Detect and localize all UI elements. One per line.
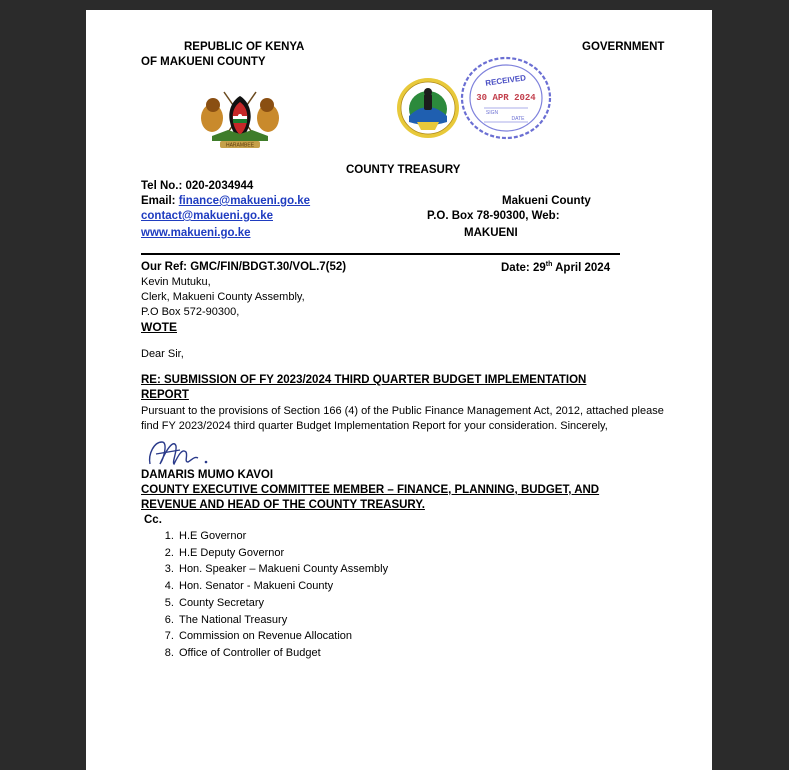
cc-item: 1. H.E Governor [177, 528, 388, 545]
county-name: Makueni County [502, 195, 591, 207]
email-link-contact[interactable]: contact@makueni.go.ke [141, 210, 273, 222]
salutation: Dear Sir, [141, 348, 184, 360]
designation-line-1: COUNTY EXECUTIVE COMMITTEE MEMBER – FINANCE, PLANNING, BUDGET, AND [141, 484, 600, 496]
stamp-sign-label: SIGN [485, 110, 499, 116]
po-box: P.O. Box 78-90300, Web: [427, 210, 560, 222]
website-link[interactable]: www.makueni.go.ke [141, 227, 251, 239]
subject-line-2: REPORT [141, 389, 189, 401]
recipient-address: P.O Box 572-90300, [141, 306, 240, 318]
signatory-name: DAMARIS MUMO KAVOI [141, 469, 274, 481]
document-page [86, 10, 712, 770]
email-label: Email: [141, 195, 176, 207]
email-link-finance[interactable]: finance@makueni.go.ke [178, 195, 311, 207]
body-line-2: find FY 2023/2024 third quarter Budget Implementation Report for your consideration. Sincerely, [141, 420, 608, 432]
received-stamp-icon [460, 56, 552, 140]
recipient-town: WOTE [141, 320, 177, 334]
town-name: MAKUENI [464, 227, 518, 239]
recipient-title: Clerk, Makueni County Assembly, [141, 291, 305, 303]
cc-item: 4. Hon. Senator - Makueni County [177, 578, 388, 595]
cc-item: 6. The National Treasury [177, 612, 388, 629]
tel-number: Tel No.: 020-2034944 [141, 180, 254, 192]
body-line-1: Pursuant to the provisions of Section 166 (4) of the Public Finance Management Act, 2012, attached please [141, 405, 664, 417]
cc-list [158, 528, 388, 662]
handwritten-signature-icon [144, 436, 224, 472]
header-government: GOVERNMENT [582, 41, 665, 53]
cc-item: 7. Commission on Revenue Allocation [177, 628, 388, 645]
letter-date: Date: 29th April 2024 [501, 261, 611, 274]
letter-reference: Our Ref: GMC/FIN/BDGT.30/VOL.7(52) [141, 261, 347, 273]
designation-line-2: REVENUE AND HEAD OF THE COUNTY TREASURY. [141, 499, 425, 511]
stamp-received-text: RECEIVED [484, 73, 527, 88]
email-row [141, 195, 310, 207]
cc-item: 2. H.E Deputy Governor [177, 545, 388, 562]
kenya-coat-of-arms-icon [198, 88, 282, 150]
header-republic: REPUBLIC OF KENYA [184, 41, 305, 53]
header-county: OF MAKUENI COUNTY [141, 56, 266, 68]
header-divider [141, 253, 620, 255]
cc-item: 3. Hon. Speaker – Makueni County Assembly [177, 561, 388, 578]
stamp-date-label: DATE [511, 116, 525, 122]
makueni-county-seal-icon [395, 76, 461, 140]
cc-item: 5. County Secretary [177, 595, 388, 612]
office-title: COUNTY TREASURY [346, 164, 461, 176]
cc-label: Cc. [144, 514, 162, 526]
stamp-date-text: 30 APR 2024 [476, 93, 536, 103]
subject-line-1: RE: SUBMISSION OF FY 2023/2024 THIRD QUARTER BUDGET IMPLEMENTATION [141, 374, 587, 386]
motto-text: HARAMBEE [225, 142, 255, 149]
cc-item: 8. Office of Controller of Budget [177, 645, 388, 662]
recipient-name: Kevin Mutuku, [141, 276, 211, 288]
